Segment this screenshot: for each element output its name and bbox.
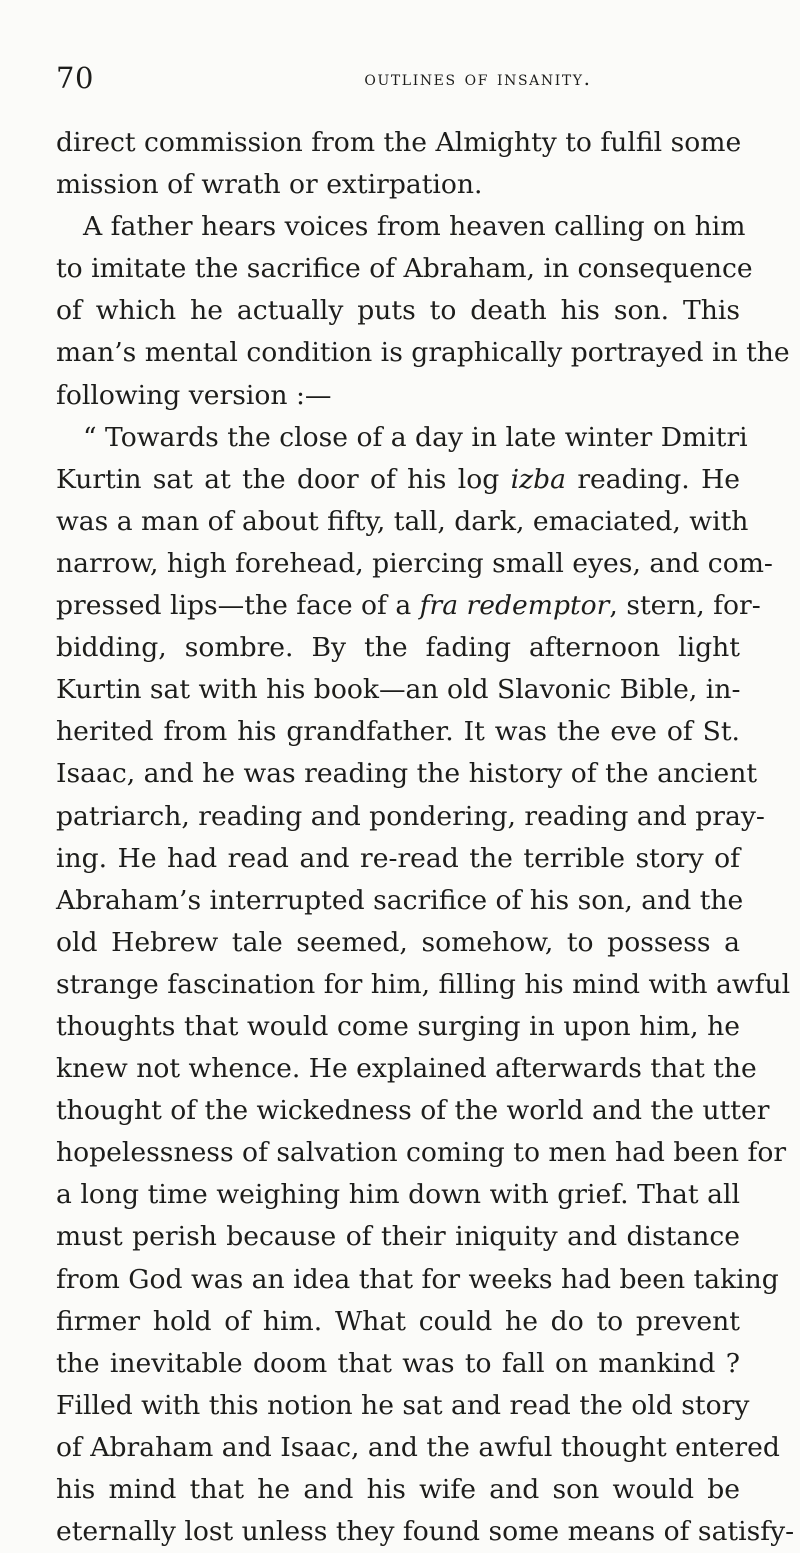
text-line: of Abraham and Isaac, and the awful thought entered	[56, 1431, 780, 1463]
text-line: following version :—	[56, 379, 332, 411]
text-line: narrow, high forehead, piercing small eyes, and com-	[56, 547, 773, 579]
text-line: Abraham’s interrupted sacrifice of his son, and the	[56, 884, 744, 916]
text-line: was a man of about fifty, tall, dark, emaciated, with	[56, 505, 749, 537]
body-text	[56, 122, 795, 1553]
text-line: Isaac, and he was reading the history of the ancient	[56, 758, 758, 790]
text-line: strange fascination for him, filling his mind with awful	[56, 968, 791, 1000]
page-number: 70	[56, 61, 94, 95]
italic-term: izba	[510, 463, 567, 495]
text-line: eternally lost unless they found some means of satisfy-	[56, 1516, 795, 1548]
text-line: Filled with this notion he sat and read the old story	[56, 1389, 750, 1421]
text-line: of which he actually puts to death his son. This	[56, 295, 740, 327]
text-line: bidding, sombre. By the fading afternoon light	[56, 632, 740, 664]
running-head	[56, 58, 740, 98]
text-line: from God was an idea that for weeks had been taking	[56, 1263, 779, 1295]
text-line: to imitate the sacrifice of Abraham, in consequence	[56, 253, 753, 285]
text-line: mission of wrath or extirpation.	[56, 169, 483, 201]
text-line: pressed lips—the face of a fra redemptor, stern, for-	[56, 590, 761, 622]
text-line: the inevitable doom that was to fall on mankind ?	[56, 1347, 740, 1379]
text-line: thoughts that would come surging in upon him, he	[56, 1010, 740, 1042]
text-line: a long time weighing him down with grief. That all	[56, 1179, 740, 1211]
text-line: must perish because of their iniquity and distance	[56, 1221, 740, 1253]
italic-term: fra redemptor	[419, 590, 610, 622]
text-line: herited from his grandfather. It was the eve of St.	[56, 716, 740, 748]
text-line: ing. He had read and re-read the terrible story of	[56, 842, 740, 874]
text-line: thought of the wickedness of the world and the utter	[56, 1095, 770, 1127]
text-line: “ Towards the close of a day in late winter Dmitri	[83, 421, 748, 453]
text-line: old Hebrew tale seemed, somehow, to possess a	[56, 926, 740, 958]
text-line: man’s mental condition is graphically portrayed in the	[56, 337, 790, 369]
text-line: Kurtin sat at the door of his log izba reading. He	[56, 463, 740, 495]
text-line: Kurtin sat with his book—an old Slavonic Bible, in-	[56, 674, 741, 706]
text-line: A father hears voices from heaven calling on him	[83, 211, 746, 243]
text-line: firmer hold of him. What could he do to prevent	[56, 1305, 740, 1337]
text-line: knew not whence. He explained afterwards that the	[56, 1053, 757, 1085]
running-title: outlines of insanity.	[364, 66, 592, 90]
text-line: hopelessness of salvation coming to men had been for	[56, 1137, 787, 1169]
text-line: direct commission from the Almighty to fulfil some	[56, 127, 742, 158]
text-line: patriarch, reading and pondering, reading and pray-	[56, 800, 765, 832]
text-line: his mind that he and his wife and son would be	[56, 1474, 740, 1505]
